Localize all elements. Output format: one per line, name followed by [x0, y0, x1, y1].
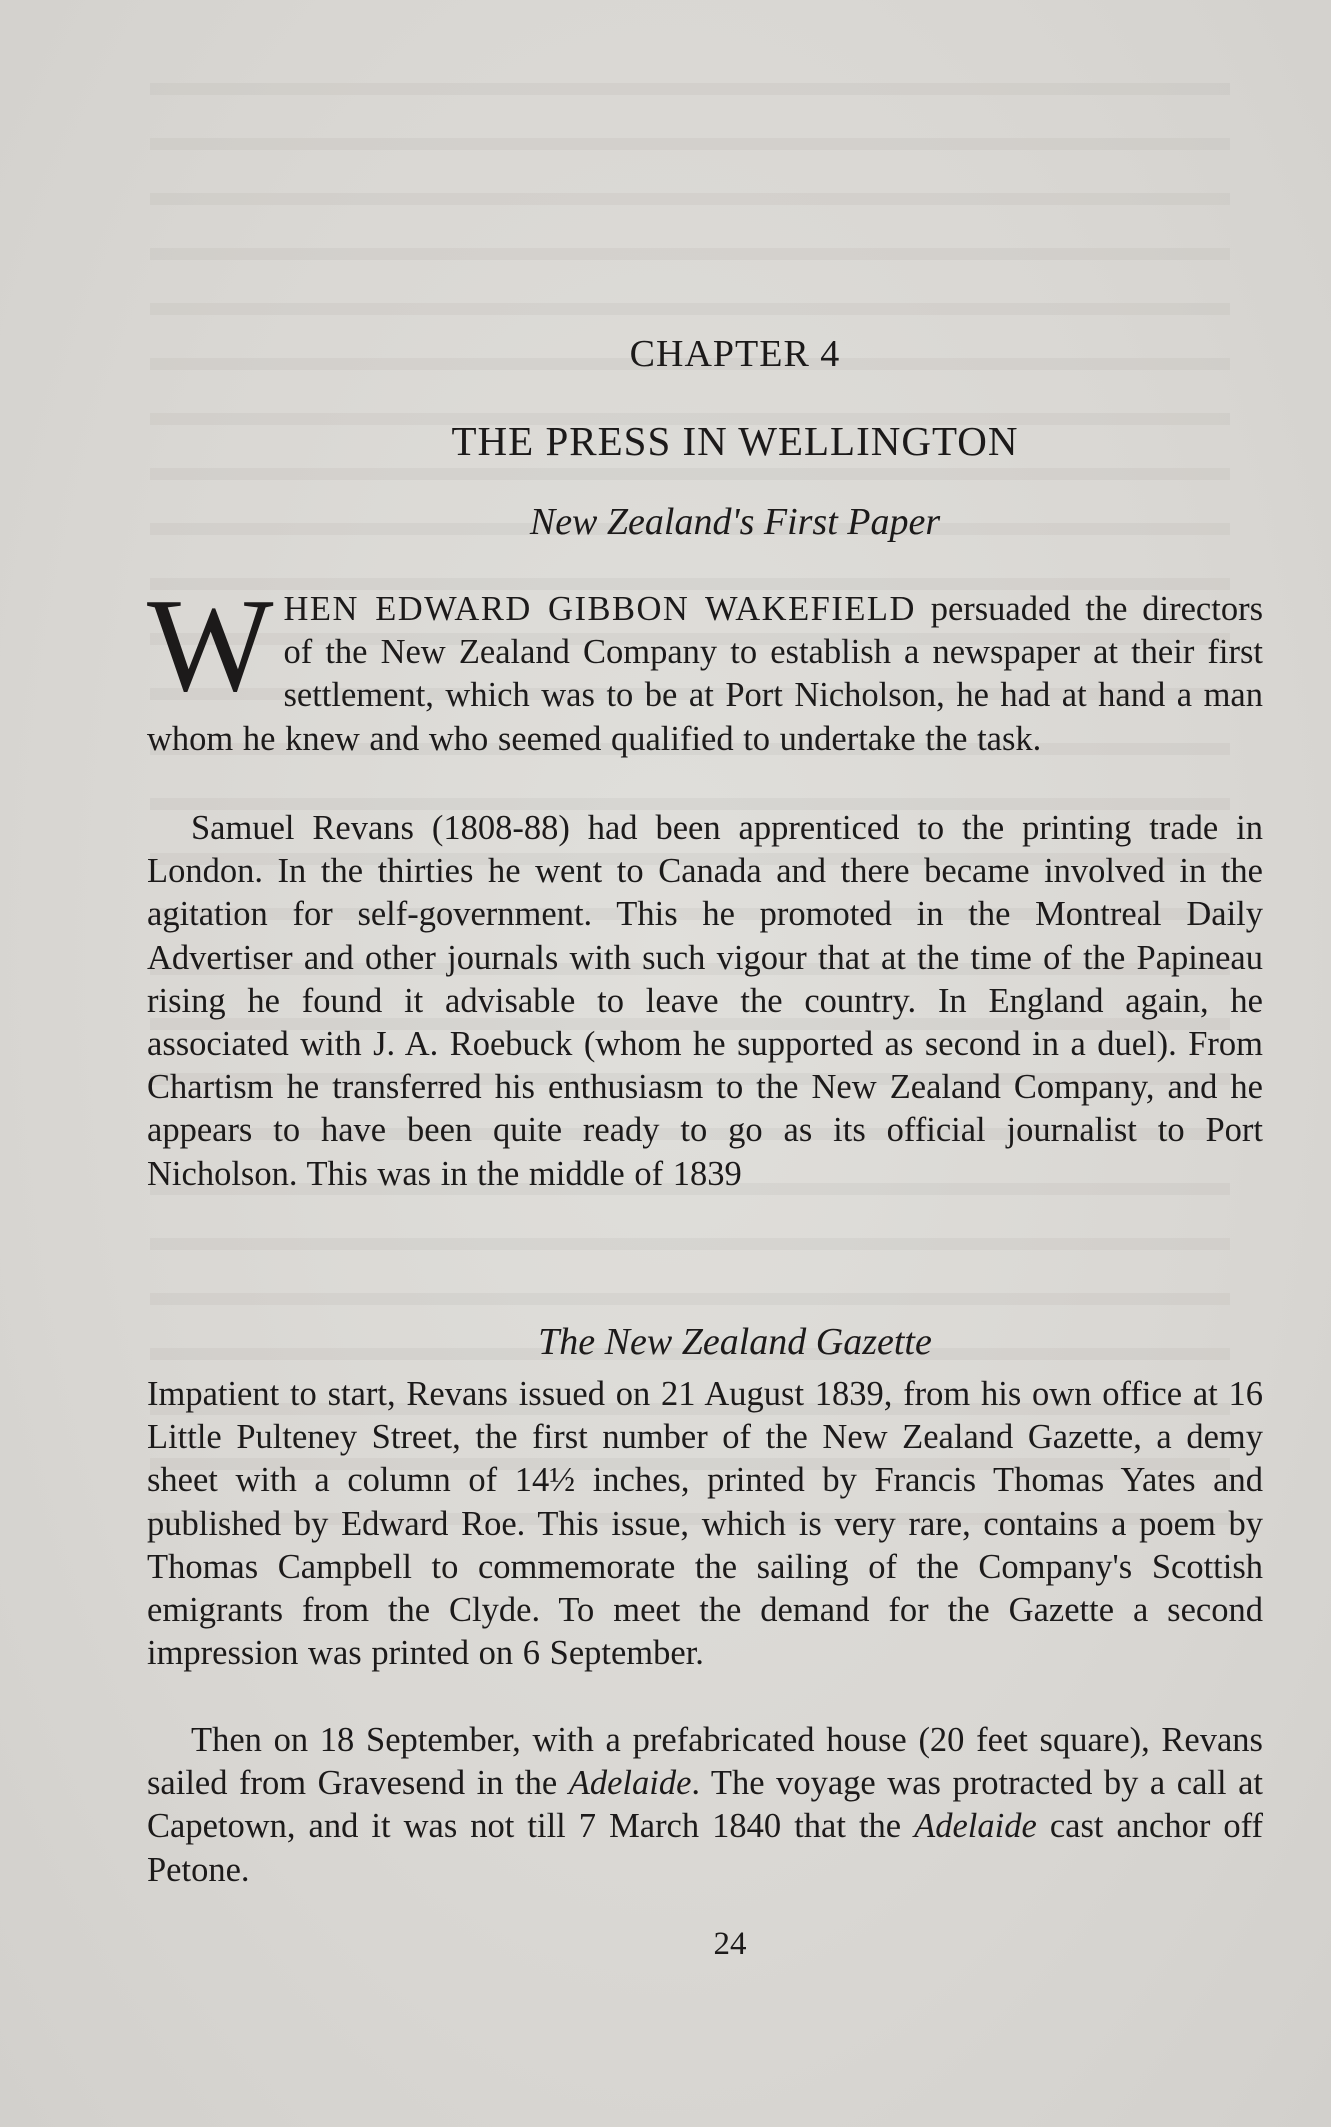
paragraph-voyage	[147, 1719, 1263, 1892]
paragraph-gazette-issue: Impatient to start, Revans issued on 21 August 1839, from his own office at 16 Little Pulteney Street, the first number of the New Zealand Gazette, a demy sheet with a column of 14½ inches, printed by Francis Thomas Yates and published by Edward Roe. This issue, which is very rare, contains a poem by Thomas Campbell to commemorate the sailing of the Company's Scottish emigrants from the Clyde. To meet the demand for the Gazette a second impression was printed on 6 September.	[147, 1375, 1263, 1673]
voyage-text-3: cast anchor off Petone.	[147, 1807, 1263, 1889]
section-heading-gazette: The New Zealand Gazette	[538, 1321, 932, 1363]
opening-text: persuaded the directors of the New Zealand Company to establish a newspaper at their first settlement, which was to be at Port Nicholson, he had at hand a man whom he knew and who seemed qualified to undertake the task.	[147, 590, 1263, 758]
voyage-text-1: Then on 18 September, with a prefabricated house (20 feet square), Revans sailed from Gravesend in the	[147, 1721, 1263, 1803]
ship-name: Adelaide	[568, 1764, 692, 1803]
chapter-label: CHAPTER 4	[629, 333, 841, 375]
voyage-text-2: . The voyage was protracted by a call at Capetown, and it was not till 7 March 1840 that the	[147, 1764, 1263, 1846]
paragraph-opening	[147, 571, 1263, 761]
ship-name: Adelaide	[914, 1807, 1037, 1846]
page-number: 24	[713, 1926, 747, 1962]
drop-cap: W	[147, 571, 274, 719]
chapter-title: THE PRESS IN WELLINGTON	[451, 418, 1019, 464]
section-heading-first-paper: New Zealand's First Paper	[529, 501, 941, 543]
opening-small-caps: HEN EDWARD GIBBON WAKEFIELD	[283, 590, 916, 628]
paragraph-revans-bio: Samuel Revans (1808-88) had been apprenticed to the printing trade in London. In the thirties he went to Canada and there became involved in the agitation for self-government. This he promoted in the Montreal Daily Advertiser and other journals with such vigour that at the time of the Papineau rising he found it advisable to leave the country. In England again, he associated with J. A. Roebuck (whom he supported as second in a duel). From Chartism he transferred his enthusiasm to the New Zealand Company, and he appears to have been quite ready to go as its official journalist to Port Nicholson. This was in the middle of 1839	[147, 809, 1263, 1193]
